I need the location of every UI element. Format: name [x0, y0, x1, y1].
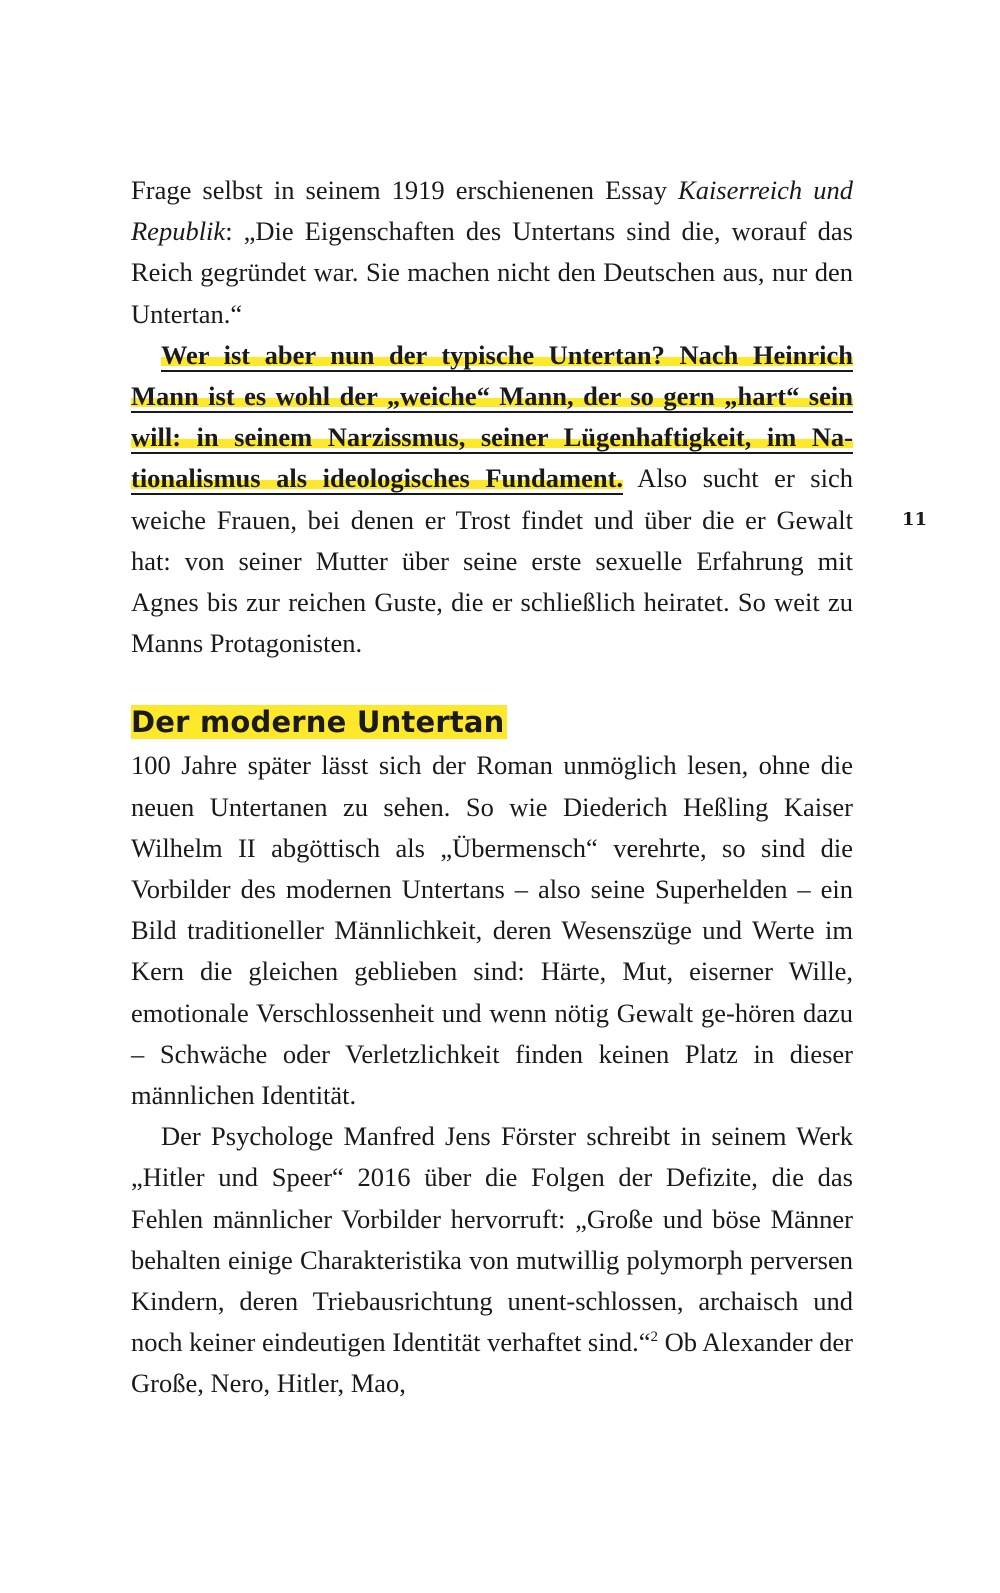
paragraph-1-text-b: : „Die Eigenschaften des Untertans sind die, worauf das Reich gegründet war. Sie machen nicht den Deutschen aus, nur den Untertan.“ — [131, 216, 853, 329]
paragraph-1 — [131, 170, 853, 335]
paragraph-3: 100 Jahre später lässt sich der Roman unmöglich lesen, ohne die neuen Untertanen zu sehen. So wie Diederich Heßling Kaiser Wilhelm II abgöttisch als „Übermensch“ verehrte, so sind die Vorbilder des modernen Untertans – also seine Superhelden – ein Bild traditioneller Männlichkeit, deren Wesenszüge und Werte im Kern die gleichen geblieben sind: Härte, Mut, eiserner Wille, emotionale Verschlossenheit und wenn nötig Gewalt ge-hören dazu – Schwäche oder Verletzlichkeit finden keinen Platz in dieser männlichen Identität. — [131, 750, 853, 1111]
paragraph-2 — [131, 335, 853, 665]
section-heading: Der moderne Untertan — [131, 705, 505, 740]
book-title-italic: Kaiserreich und Republik — [131, 175, 853, 247]
paragraph-4-text-b: Ob Alexander der Große, Nero, Hitler, Mao, — [131, 1327, 853, 1399]
paragraph-1-text-a: Frage selbst in seinem 1919 erschienenen Essay — [131, 175, 679, 205]
paragraph-4 — [131, 1116, 853, 1404]
page-number: 11 — [902, 509, 928, 530]
footnote-marker: 2 — [650, 1329, 658, 1346]
body-text — [131, 170, 853, 1405]
paragraph-2-rest: Also sucht er sich weiche Frauen, bei denen er Trost findet und über die er Gewalt hat: von seiner Mutter über seine erste sexuelle Erfahrung mit Agnes bis zur reichen Guste, die er schließlich heiratet. So weit zu Manns Protagonisten. — [131, 463, 853, 659]
section-heading-container — [131, 700, 853, 745]
highlighted-passage: Wer ist aber nun der typische Untertan? Nach Heinrich Mann ist es wohl der „weiche“ Mann, der so gern „hart“ sein will: in seinem Narzissmus, seiner Lügenhaftigkeit, im Na-tionalismus als ideologisches Fundament. — [131, 339, 853, 494]
paragraph-4-text-a: Der Psychologe Manfred Jens Förster schreibt in seinem Werk „Hitler und Speer“ 2016 über die Folgen der Defizite, die das Fehlen männlicher Vorbilder hervorruft: „Große und böse Männer behalten einige Charakteristika von mutwillig polymorph perversen Kindern, deren Triebausrichtung unent-schlossen, archaisch und noch keiner eindeutigen Identität verhaftet sind.“ — [131, 1121, 853, 1358]
